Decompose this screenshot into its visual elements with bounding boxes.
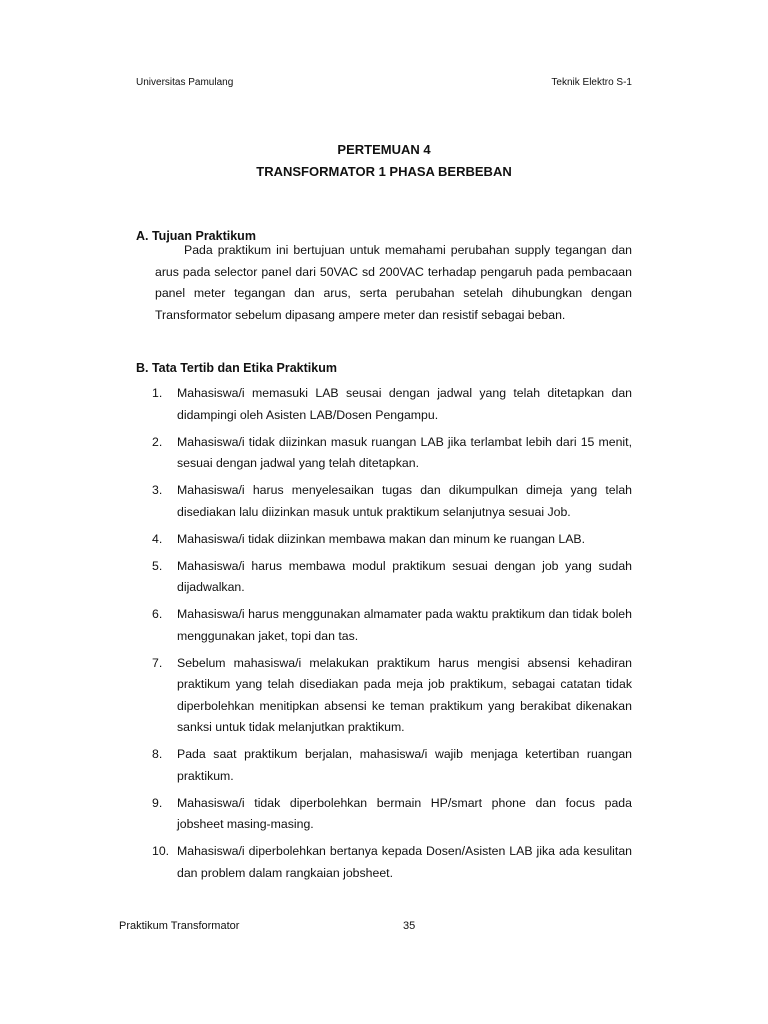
list-item-number: 4. [152, 531, 163, 546]
list-item [152, 432, 632, 475]
list-item-number: 3. [152, 483, 163, 497]
list-item-text: Mahasiswa/i tidak diizinkan membawa makan dan minum ke ruangan LAB. [177, 531, 586, 546]
list-item [152, 841, 632, 884]
list-item-number: 7. [152, 655, 163, 670]
list-item-text: Mahasiswa/i harus menggunakan almamater pada waktu praktikum dan tidak boleh menggunakan jaket, topi dan tas. [177, 607, 632, 643]
list-item-text: Mahasiswa/i tidak diizinkan masuk ruangan LAB jika terlambat lebih dari 15 menit, sesuai dengan jadwal yang telah ditetapkan. [177, 434, 632, 470]
header-institution: Universitas Pamulang [136, 77, 234, 88]
list-item-number: 5. [152, 558, 163, 573]
page-title: PERTEMUAN 4 [337, 142, 431, 157]
rules-list [152, 383, 632, 890]
list-item-text: Mahasiswa/i harus menyelesaikan tugas dan dikumpulkan dimeja yang telah disediakan lalu diizinkan masuk untuk praktikum selanjutnya sesuai Job. [177, 483, 632, 519]
list-item [152, 556, 632, 599]
section-a-heading: A. Tujuan Praktikum [136, 229, 256, 243]
list-item-text: Mahasiswa/i memasuki LAB seusai dengan jadwal yang telah ditetapkan dan didampingi oleh Asisten LAB/Dosen Pengampu. [177, 386, 632, 422]
section-b-heading: B. Tata Tertib dan Etika Praktikum [136, 361, 337, 375]
list-item-text: Mahasiswa/i diperbolehkan bertanya kepada Dosen/Asisten LAB jika ada kesulitan dan problem dalam rangkaian jobsheet. [177, 844, 632, 880]
list-item [152, 529, 632, 551]
page-number: 35 [403, 920, 416, 932]
list-item [152, 480, 632, 523]
list-item-text: Sebelum mahasiswa/i melakukan praktikum harus mengisi absensi kehadiran praktikum yang telah disediakan pada meja job praktikum, sebagai catatan tidak diperbolehkan menitipkan absensi ke teman praktikum yang berakibat dikenakan sanksi untuk tidak melanjutkan praktikum. [177, 655, 632, 734]
page-subtitle: TRANSFORMATOR 1 PHASA BERBEBAN [256, 164, 512, 179]
list-item-number: 8. [152, 747, 163, 761]
list-item [152, 383, 632, 426]
list-item [152, 604, 632, 647]
list-item-number: 1. [152, 386, 163, 400]
list-item [152, 793, 632, 836]
header-department: Teknik Elektro S-1 [551, 77, 632, 88]
list-item-text: Pada saat praktikum berjalan, mahasiswa/i wajib menjaga ketertiban ruangan praktikum. [177, 747, 632, 783]
list-item [152, 653, 632, 739]
section-a-paragraph: Pada praktikum ini bertujuan untuk memahami perubahan supply tegangan dan arus pada selector panel dari 50VAC sd 200VAC terhadap pengaruh pada pembacaan panel meter tegangan dan arus, serta perubahan setelah dihubungkan dengan Transformator sebelum dipasang ampere meter dan resistif sebagai beban. [155, 243, 632, 322]
list-item [152, 744, 632, 787]
list-item-number: 6. [152, 607, 163, 621]
list-item-number: 9. [152, 795, 163, 810]
list-item-text: Mahasiswa/i harus membawa modul praktikum sesuai dengan job yang sudah dijadwalkan. [177, 558, 632, 594]
footer-title: Praktikum Transformator [119, 920, 240, 932]
list-item-number: 2. [152, 434, 163, 449]
list-item-text: Mahasiswa/i tidak diperbolehkan bermain HP/smart phone dan focus pada jobsheet masing-masing. [177, 795, 632, 831]
list-item-number: 10. [152, 844, 170, 858]
